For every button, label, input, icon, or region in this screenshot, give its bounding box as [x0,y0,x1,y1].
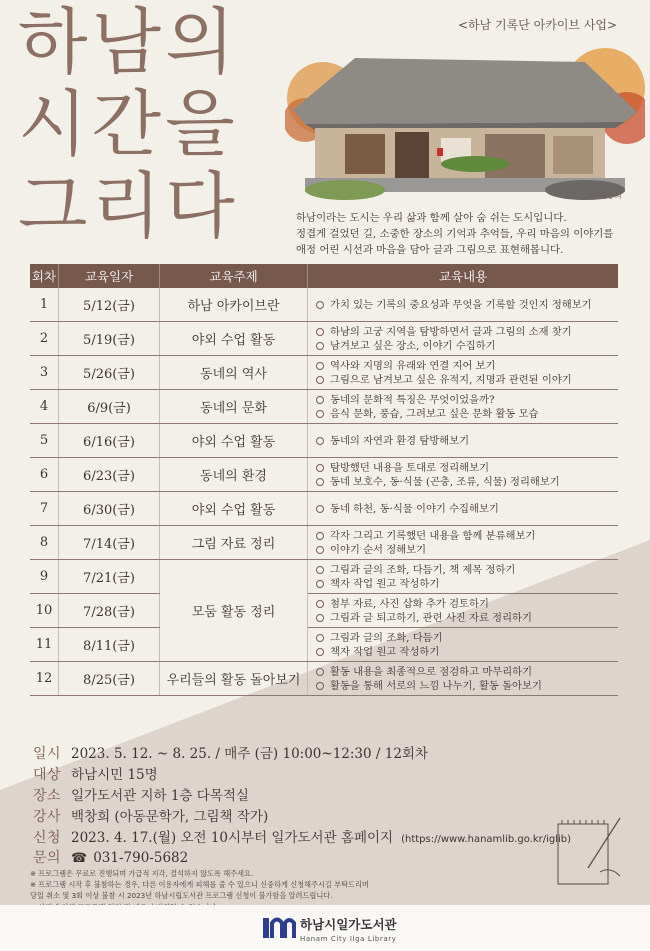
subtitle: <하남 기록단 아카이브 사업> [458,18,618,32]
note-line: ※ 프로그램은 무료로 진행되며 가급적 지각, 결석하지 않도록 해주세요. [30,869,254,878]
content-text: 그림과 글 퇴고하기, 관련 사진 자료 정리하기 [330,611,532,624]
content-text: 가치 있는 기록의 중요성과 무엇을 기록할 것인지 정해보기 [330,298,592,311]
content-item [316,529,618,543]
session-number: 2 [30,322,59,356]
library-logo-icon [262,915,296,941]
content-item [316,502,618,516]
session-date: 5/12(금) [59,288,160,322]
session-content [308,288,619,322]
content-text: 동네 보호수, 동·식물 (곤충, 조류, 식물) 정리해보기 [330,475,560,488]
circle-bullet-icon [316,376,324,384]
homepage-link[interactable]: (https://www.hanamlib.go.kr/iglib) [401,834,572,845]
content-item [316,645,618,659]
circle-bullet-icon [316,532,324,540]
info-label: 장소 [33,788,62,804]
session-date: 6/9(금) [59,390,160,424]
session-topic: 우리들의 활동 돌아보기 [160,662,308,696]
table-row [30,492,618,526]
circle-bullet-icon [316,648,324,656]
session-number: 4 [30,390,59,424]
session-date: 7/21(금) [59,560,160,594]
session-number: 8 [30,526,59,560]
content-item [316,373,618,387]
content-text: 동네의 문화적 특징은 무엇이었을까? [330,393,495,406]
session-date: 6/23(금) [59,458,160,492]
circle-bullet-icon [316,328,324,336]
circle-bullet-icon [316,566,324,574]
session-content [308,390,619,424]
table-row [30,458,618,492]
content-text: 하남의 고궁 지역을 탐방하면서 글과 그림의 소재 찾기 [330,325,572,338]
circle-bullet-icon [316,580,324,588]
content-item [316,393,618,407]
circle-bullet-icon [316,301,324,309]
session-number: 6 [30,458,59,492]
session-date: 7/28(금) [59,594,160,628]
content-text: 동네 하천, 동·식물 이야기 수집해보기 [330,502,499,515]
table-row [30,322,618,356]
schedule-table [30,264,618,696]
library-name-ko: 하남시일가도서관 [300,917,397,932]
session-content [308,526,619,560]
session-topic: 동네의 환경 [160,458,308,492]
header-date: 교육일자 [59,264,160,288]
library-name-en: Hanam City Ilga Library [300,935,397,943]
session-topic: 동네의 문화 [160,390,308,424]
session-content [308,424,619,458]
circle-bullet-icon [316,437,324,445]
circle-bullet-icon [316,478,324,486]
session-number: 5 [30,424,59,458]
session-topic: 그림 자료 정리 [160,526,308,560]
content-item [316,298,618,312]
info-value: 2023. 5. 12. ~ 8. 25. / 매주 (금) 10:00~12:30 / 12회차 [71,746,428,762]
content-text: 음식 문화, 풍습, 그려보고 싶은 문화 활동 모습 [330,407,539,420]
session-number: 3 [30,356,59,390]
session-content [308,458,619,492]
content-text: 각자 그리고 기록했던 내용을 함께 분류해보기 [330,529,536,542]
content-text: 책자 작업 원고 작성하기 [330,577,440,590]
content-text: 그림과 글의 조화, 다듬기 [330,631,443,644]
info-value: 백창희 (아동문학가, 그림책 작가) [71,809,269,825]
session-topic: 야외 수업 활동 [160,322,308,356]
session-content [308,322,619,356]
intro-text [296,210,636,258]
header-content: 교육내용 [308,264,619,288]
content-item [316,407,618,421]
content-item [316,597,618,611]
info-apply [33,826,593,847]
info-label: 대상 [33,767,62,783]
content-item [316,475,618,489]
info-label: 강사 [33,809,62,825]
page-title-line2: 시간을 [18,82,239,166]
circle-bullet-icon [316,410,324,418]
content-text: 첨부 자료, 사진 삽화 추가 검토하기 [330,597,489,610]
content-item [316,665,618,679]
content-item [316,631,618,645]
session-topic: 야외 수업 활동 [160,492,308,526]
content-item [316,434,618,448]
session-topic: 동네의 역사 [160,356,308,390]
session-number: 1 [30,288,59,322]
info-label: 신청 [33,830,62,846]
note-line: 당일 취소 및 3회 이상 불참 시 2023년 하남시립도서관 프로그램 신청이 불가함을 알려드립니다. [30,891,333,901]
circle-bullet-icon [316,396,324,404]
session-date: 7/14(금) [59,526,160,560]
note-line: ※ 프로그램 시작 후 불참하는 경우, 다른 이용자에게 피해를 줄 수 있으니 신중하게 신청해주시길 부탁드리며 [30,880,369,890]
illustration-credit: ⓒ 백창희 [588,191,622,200]
content-item [316,325,618,339]
info-label: 문의 [33,850,62,866]
content-item [316,679,618,693]
content-text: 책자 작업 원고 작성하기 [330,645,440,658]
session-content [308,356,619,390]
circle-bullet-icon [316,668,324,676]
table-row [30,662,618,696]
session-topic: 야외 수업 활동 [160,424,308,458]
page-title-line1: 하남의 [18,0,239,84]
session-date: 6/30(금) [59,492,160,526]
info-contact [33,847,593,867]
phone-icon: ☎ [71,851,88,866]
info-instructor [33,805,593,826]
content-item [316,577,618,591]
session-number: 11 [30,628,59,662]
content-text: 탐방했던 내용을 토대로 정리해보기 [330,461,490,474]
info-place [33,784,593,805]
session-date: 5/26(금) [59,356,160,390]
content-item [316,543,618,557]
content-text: 그림과 글의 조화, 다듬기, 책 제목 정하기 [330,563,516,576]
content-text: 그림으로 남겨보고 싶은 유적지, 지명과 관련된 이야기 [330,373,572,386]
session-content [308,662,619,696]
circle-bullet-icon [316,600,324,608]
circle-bullet-icon [316,634,324,642]
page-title-line3: 그리다 [18,164,239,248]
info-value: 031-790-5682 [93,850,189,866]
intro-line: 하남이라는 도시는 우리 삶과 함께 살아 숨 쉬는 도시입니다. [296,212,567,224]
session-content [308,594,619,628]
session-topic: 하남 아카이브란 [160,288,308,322]
content-text: 동네의 자연과 환경 탐방해보기 [330,434,470,447]
circle-bullet-icon [316,682,324,690]
session-number: 12 [30,662,59,696]
content-item [316,339,618,353]
table-row [30,356,618,390]
circle-bullet-icon [316,505,324,513]
content-text: 활동을 통해 서로의 느낌 나누기, 활동 돌아보기 [330,679,542,692]
info-value: 2023. 4. 17.(월) 오전 10시부터 일가도서관 홈페이지 [71,830,394,846]
info-value: 일가도서관 지하 1층 다목적실 [71,788,249,804]
session-content [308,492,619,526]
session-date: 5/19(금) [59,322,160,356]
house-illustration [285,40,645,208]
session-number: 10 [30,594,59,628]
content-item [316,461,618,475]
session-number: 7 [30,492,59,526]
circle-bullet-icon [316,362,324,370]
info-target [33,763,593,784]
session-content [308,560,619,594]
circle-bullet-icon [316,614,324,622]
table-row [30,526,618,560]
circle-bullet-icon [316,464,324,472]
content-item [316,611,618,625]
table-row [30,628,618,662]
footer [0,905,650,951]
session-date: 6/16(금) [59,424,160,458]
intro-line: 애정 어린 시선과 마음을 담아 글과 그림으로 표현해봅니다. [296,244,564,256]
circle-bullet-icon [316,342,324,350]
library-logo-text [300,915,397,943]
info-label: 일시 [33,746,62,762]
circle-bullet-icon [316,546,324,554]
table-row [30,560,618,594]
content-item [316,359,618,373]
content-text: 남겨보고 싶은 장소, 이야기 수집하기 [330,339,496,352]
info-value: 하남시민 15명 [71,767,158,783]
session-topic: 모둠 활동 정리 [160,560,308,662]
info-schedule [33,742,593,763]
table-row [30,288,618,322]
session-content [308,628,619,662]
table-row [30,390,618,424]
content-text: 역사와 지명의 유래와 연결 지어 보기 [330,359,496,372]
header-topic: 교육주제 [160,264,308,288]
header-no: 회차 [30,264,59,288]
table-row [30,594,618,628]
session-number: 9 [30,560,59,594]
intro-line: 정겹게 걸었던 길, 소중한 장소의 기억과 추억들, 우리 마음의 이야기를 [296,228,614,240]
sketchbook-illustration [548,810,628,890]
content-text: 이야기 순서 정해보기 [330,543,427,556]
table-row [30,424,618,458]
session-date: 8/11(금) [59,628,160,662]
content-item [316,563,618,577]
content-text: 활동 내용을 최종적으로 점검하고 마무리하기 [330,665,533,678]
session-date: 8/25(금) [59,662,160,696]
